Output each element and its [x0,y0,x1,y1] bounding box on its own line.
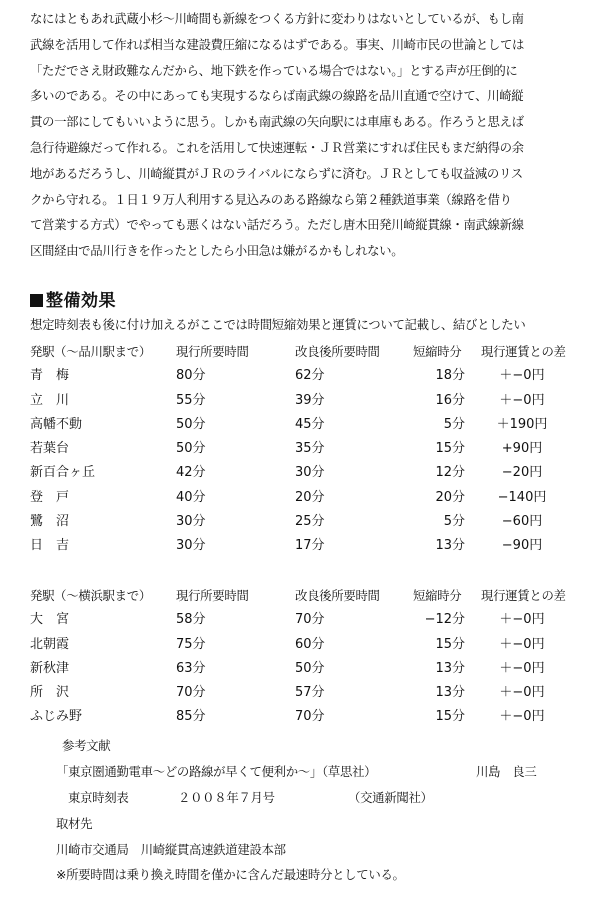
time-reduction: 5分 [443,514,465,530]
table-header-row [30,584,580,608]
header-reduction: 短縮時分 [413,344,462,359]
time-reduction: 13分 [435,685,465,701]
section-heading [30,286,116,311]
current-time: 30分 [176,514,206,530]
current-time: 40分 [176,489,206,505]
fare-difference: +90円 [501,441,543,457]
station-name: 北朝霞 [30,636,70,652]
station-name: 新百合ヶ丘 [30,465,96,481]
improved-time: 62分 [295,368,325,384]
table-row [30,657,580,681]
table-row [30,534,580,558]
fare-difference: ＋−0円 [499,392,545,408]
section-title: 整備効果 [46,291,116,311]
header-origin: 発駅（〜品川駅まで） [30,344,151,359]
paragraph-line: て営業する方式）でやっても悪くはない話だろう。ただし唐木田発川崎縦貫線・南武線新線 [30,217,524,233]
current-time: 63分 [176,660,206,676]
time-reduction: 13分 [435,660,465,676]
fare-difference: ＋−0円 [499,685,545,701]
paragraph-line: 武線を活用して作れば相当な建設費圧縮になるはずである。事実、川崎市民の世論としては [30,36,525,52]
table-row [30,608,580,632]
improved-time: 25分 [295,514,325,530]
section-intro: 想定時刻表も後に付け加えるがここでは時間短縮効果と運賃について記載し、結びとしたい [30,317,526,332]
current-time: 42分 [176,465,206,481]
header-fare-diff: 現行運賃との差 [481,588,566,603]
table-header-row [30,340,580,364]
station-name: 大 宮 [30,612,70,628]
reference-timetable-publisher: （交通新聞社） [348,790,433,805]
time-reduction: −12分 [424,612,465,628]
fare-difference: −90円 [501,538,543,554]
improved-time: 39分 [295,392,325,408]
time-reduction: 5分 [443,416,465,432]
station-name: 日 吉 [30,538,70,554]
time-reduction: 18分 [435,368,465,384]
table-row [30,413,580,437]
paragraph-line: 地があるだろうし、川崎縦貫がＪＲのライバルにならずに済む。ＪＲとしても収益減のリス [30,165,523,181]
time-reduction: 13分 [435,538,465,554]
fare-difference: −60円 [501,514,543,530]
reference-book-author: 川島 良三 [476,764,537,779]
improved-time: 70分 [295,612,325,628]
improved-time: 20分 [295,489,325,505]
improved-time: 30分 [295,465,325,481]
station-name: 所 沢 [30,685,70,701]
current-time: 55分 [176,392,206,408]
interview-orgs: 川崎市交通局 川崎縦貫高速鉄道建設本部 [56,842,286,857]
current-time: 85分 [176,709,206,725]
paragraph-line: 「ただでさえ財政難なんだから、地下鉄を作っている場合ではない。」とする声が圧倒的に [30,62,518,78]
station-name: 立 川 [30,392,70,408]
station-name: ふじみ野 [30,709,83,725]
station-name: 鷺 沼 [30,514,70,530]
station-name: 青 梅 [30,368,70,384]
header-origin: 発駅（〜横浜駅まで） [30,588,151,603]
fare-difference: ＋−0円 [499,612,545,628]
header-reduction: 短縮時分 [413,588,462,603]
time-reduction: 15分 [435,709,465,725]
reference-timetable-title: 東京時刻表 [68,790,129,805]
fare-difference: ＋−0円 [499,709,545,725]
current-time: 50分 [176,416,206,432]
table-row [30,633,580,657]
paragraph-line: 貫の一部にしてもいいように思う。しかも南武線の矢向駅には車庫もある。作ろうと思えば [30,114,524,130]
table-row [30,681,580,705]
time-reduction: 20分 [435,489,465,505]
improved-time: 35分 [295,441,325,457]
current-time: 70分 [176,685,206,701]
fare-difference: ＋−0円 [499,660,545,676]
paragraph-line: なにはともあれ武蔵小杉〜川崎間も新線をつくる方針に変わりはないとしているが、もし南 [30,11,524,26]
improved-time: 57分 [295,685,325,701]
improved-time: 60分 [295,636,325,652]
reference-timetable-date: ２００８年７月号 [178,790,275,805]
station-name: 新秋津 [30,660,70,676]
fare-difference: ＋−0円 [499,368,545,384]
table-row [30,389,580,413]
station-name: 高幡不動 [30,416,83,432]
fare-difference: ＋190円 [496,416,548,432]
improved-time: 17分 [295,538,325,554]
improved-time: 70分 [295,709,325,725]
header-current-time: 現行所要時間 [176,588,249,603]
table-shinagawa [30,340,580,559]
header-fare-diff: 現行運賃との差 [481,344,566,359]
current-time: 80分 [176,368,206,384]
table-row [30,461,580,485]
header-improved-time: 改良後所要時間 [295,588,380,603]
body-paragraph [30,6,575,264]
table-yokohama [30,584,580,730]
paragraph-line: 多いのである。その中にあっても実現するならば南武線の線路を品川直通で空けて、川崎縦 [30,88,524,104]
header-current-time: 現行所要時間 [176,344,249,359]
references-label: 参考文献 [62,738,111,753]
current-time: 30分 [176,538,206,554]
table-row [30,364,580,388]
current-time: 58分 [176,612,206,628]
time-reduction: 16分 [435,392,465,408]
reference-book-title: 「東京圏通勤電車〜どの路線が早くて便利か〜」（草思社） [56,764,377,779]
table-row [30,705,580,729]
station-name: 登 戸 [30,489,70,505]
paragraph-line: 急行待避線だって作れる。これを活用して快速運転・ＪＲ営業にすれば住民もまだ納得の余 [30,139,524,155]
footnote: ※所要時間は乗り換え時間を僅かに含んだ最速時分としている。 [56,867,405,882]
time-reduction: 15分 [435,636,465,652]
header-improved-time: 改良後所要時間 [295,344,380,359]
improved-time: 50分 [295,660,325,676]
table-row [30,437,580,461]
current-time: 50分 [176,441,206,457]
time-reduction: 15分 [435,441,465,457]
square-bullet-icon [30,294,43,307]
current-time: 75分 [176,636,206,652]
station-name: 若葉台 [30,441,70,457]
paragraph-line: 区間経由で品川行きを作ったとしたら小田急は嫌がるかもしれない。 [30,243,404,259]
fare-difference: −20円 [501,465,543,481]
interview-label: 取材先 [56,816,93,831]
paragraph-line: クから守れる。１日１９万人利用する見込みのある路線なら第２種鉄道事業（線路を借り [30,191,512,207]
improved-time: 45分 [295,416,325,432]
table-row [30,486,580,510]
fare-difference: ＋−0円 [499,636,545,652]
fare-difference: −140円 [497,489,547,505]
time-reduction: 12分 [435,465,465,481]
table-row [30,510,580,534]
